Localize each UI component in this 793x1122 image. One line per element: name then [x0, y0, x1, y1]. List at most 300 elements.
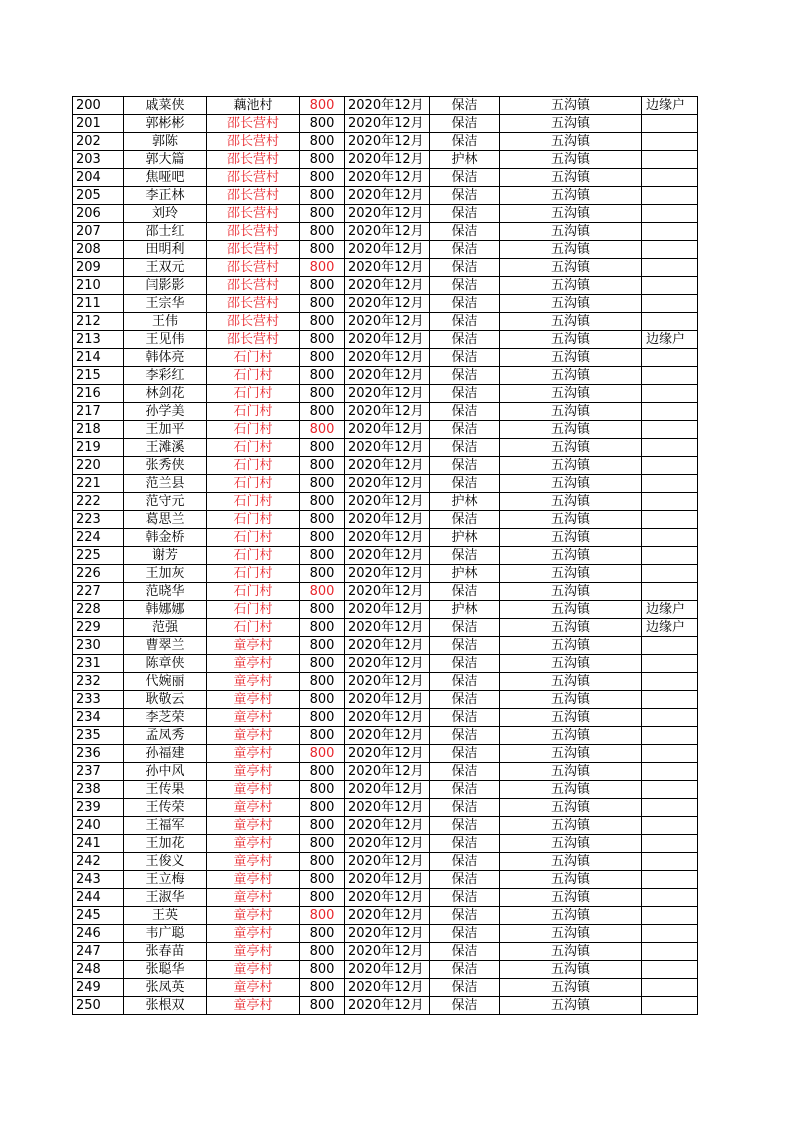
cell-town[interactable]: 五沟镇 — [500, 727, 642, 745]
cell-person-name[interactable]: 孙学美 — [124, 403, 207, 421]
cell-town[interactable]: 五沟镇 — [500, 547, 642, 565]
cell-amount[interactable]: 800 — [300, 133, 345, 151]
cell-amount[interactable]: 800 — [300, 493, 345, 511]
cell-job-type[interactable]: 保洁 — [430, 673, 500, 691]
cell-date[interactable]: 2020年12月 — [345, 439, 430, 457]
cell-village[interactable]: 石门村 — [207, 421, 300, 439]
cell-note[interactable] — [642, 169, 698, 187]
cell-note[interactable] — [642, 835, 698, 853]
cell-town[interactable]: 五沟镇 — [500, 421, 642, 439]
cell-person-name[interactable]: 韩金桥 — [124, 529, 207, 547]
cell-town[interactable]: 五沟镇 — [500, 565, 642, 583]
cell-village[interactable]: 石门村 — [207, 367, 300, 385]
cell-amount[interactable]: 800 — [300, 349, 345, 367]
cell-row-number[interactable]: 211 — [73, 295, 124, 313]
cell-job-type[interactable]: 保洁 — [430, 709, 500, 727]
cell-amount[interactable]: 800 — [300, 799, 345, 817]
cell-village[interactable]: 童亭村 — [207, 853, 300, 871]
cell-note[interactable] — [642, 277, 698, 295]
cell-amount[interactable]: 800 — [300, 547, 345, 565]
cell-village[interactable]: 童亭村 — [207, 781, 300, 799]
cell-job-type[interactable]: 保洁 — [430, 403, 500, 421]
cell-town[interactable]: 五沟镇 — [500, 385, 642, 403]
cell-person-name[interactable]: 李正林 — [124, 187, 207, 205]
cell-town[interactable]: 五沟镇 — [500, 889, 642, 907]
cell-row-number[interactable]: 242 — [73, 853, 124, 871]
cell-village[interactable]: 石门村 — [207, 619, 300, 637]
cell-village[interactable]: 邵长营村 — [207, 313, 300, 331]
cell-town[interactable]: 五沟镇 — [500, 241, 642, 259]
cell-row-number[interactable]: 205 — [73, 187, 124, 205]
cell-town[interactable]: 五沟镇 — [500, 493, 642, 511]
cell-date[interactable]: 2020年12月 — [345, 133, 430, 151]
cell-job-type[interactable]: 保洁 — [430, 511, 500, 529]
cell-village[interactable]: 童亭村 — [207, 979, 300, 997]
cell-amount[interactable]: 800 — [300, 259, 345, 277]
cell-amount[interactable]: 800 — [300, 835, 345, 853]
cell-town[interactable]: 五沟镇 — [500, 979, 642, 997]
cell-job-type[interactable]: 保洁 — [430, 637, 500, 655]
cell-note[interactable] — [642, 817, 698, 835]
cell-amount[interactable]: 800 — [300, 97, 345, 115]
cell-row-number[interactable]: 217 — [73, 403, 124, 421]
cell-village[interactable]: 童亭村 — [207, 889, 300, 907]
cell-date[interactable]: 2020年12月 — [345, 511, 430, 529]
cell-row-number[interactable]: 210 — [73, 277, 124, 295]
cell-amount[interactable]: 800 — [300, 331, 345, 349]
cell-date[interactable]: 2020年12月 — [345, 295, 430, 313]
cell-amount[interactable]: 800 — [300, 943, 345, 961]
cell-job-type[interactable]: 保洁 — [430, 799, 500, 817]
cell-row-number[interactable]: 221 — [73, 475, 124, 493]
cell-person-name[interactable]: 曹翠兰 — [124, 637, 207, 655]
cell-amount[interactable]: 800 — [300, 367, 345, 385]
cell-village[interactable]: 童亭村 — [207, 691, 300, 709]
cell-row-number[interactable]: 208 — [73, 241, 124, 259]
cell-row-number[interactable]: 238 — [73, 781, 124, 799]
cell-row-number[interactable]: 213 — [73, 331, 124, 349]
cell-person-name[interactable]: 王宗华 — [124, 295, 207, 313]
cell-town[interactable]: 五沟镇 — [500, 169, 642, 187]
cell-amount[interactable]: 800 — [300, 763, 345, 781]
cell-town[interactable]: 五沟镇 — [500, 943, 642, 961]
cell-date[interactable]: 2020年12月 — [345, 529, 430, 547]
cell-job-type[interactable]: 保洁 — [430, 457, 500, 475]
cell-row-number[interactable]: 219 — [73, 439, 124, 457]
cell-note[interactable] — [642, 673, 698, 691]
cell-row-number[interactable]: 234 — [73, 709, 124, 727]
cell-person-name[interactable]: 范守元 — [124, 493, 207, 511]
cell-person-name[interactable]: 孙中风 — [124, 763, 207, 781]
cell-town[interactable]: 五沟镇 — [500, 295, 642, 313]
cell-town[interactable]: 五沟镇 — [500, 853, 642, 871]
cell-date[interactable]: 2020年12月 — [345, 745, 430, 763]
cell-job-type[interactable]: 保洁 — [430, 745, 500, 763]
cell-note[interactable] — [642, 637, 698, 655]
cell-person-name[interactable]: 张秀侠 — [124, 457, 207, 475]
cell-date[interactable]: 2020年12月 — [345, 799, 430, 817]
cell-village[interactable]: 石门村 — [207, 349, 300, 367]
cell-person-name[interactable]: 孙福建 — [124, 745, 207, 763]
cell-date[interactable]: 2020年12月 — [345, 763, 430, 781]
cell-job-type[interactable]: 保洁 — [430, 439, 500, 457]
cell-job-type[interactable]: 保洁 — [430, 295, 500, 313]
cell-person-name[interactable]: 谢芳 — [124, 547, 207, 565]
cell-village[interactable]: 石门村 — [207, 457, 300, 475]
cell-job-type[interactable]: 护林 — [430, 529, 500, 547]
cell-village[interactable]: 童亭村 — [207, 709, 300, 727]
cell-person-name[interactable]: 葛思兰 — [124, 511, 207, 529]
cell-town[interactable]: 五沟镇 — [500, 763, 642, 781]
cell-row-number[interactable]: 209 — [73, 259, 124, 277]
cell-town[interactable]: 五沟镇 — [500, 835, 642, 853]
cell-amount[interactable]: 800 — [300, 781, 345, 799]
cell-note[interactable]: 边缘户 — [642, 601, 698, 619]
cell-job-type[interactable]: 保洁 — [430, 385, 500, 403]
cell-date[interactable]: 2020年12月 — [345, 673, 430, 691]
cell-village[interactable]: 童亭村 — [207, 763, 300, 781]
cell-town[interactable]: 五沟镇 — [500, 673, 642, 691]
cell-date[interactable]: 2020年12月 — [345, 259, 430, 277]
cell-note[interactable] — [642, 439, 698, 457]
cell-date[interactable]: 2020年12月 — [345, 457, 430, 475]
cell-row-number[interactable]: 204 — [73, 169, 124, 187]
cell-date[interactable]: 2020年12月 — [345, 241, 430, 259]
cell-job-type[interactable]: 护林 — [430, 601, 500, 619]
cell-village[interactable]: 石门村 — [207, 547, 300, 565]
cell-date[interactable]: 2020年12月 — [345, 655, 430, 673]
cell-date[interactable]: 2020年12月 — [345, 367, 430, 385]
cell-note[interactable] — [642, 799, 698, 817]
cell-job-type[interactable]: 保洁 — [430, 547, 500, 565]
cell-village[interactable]: 邵长营村 — [207, 133, 300, 151]
cell-date[interactable]: 2020年12月 — [345, 727, 430, 745]
cell-date[interactable]: 2020年12月 — [345, 907, 430, 925]
cell-village[interactable]: 邵长营村 — [207, 259, 300, 277]
cell-person-name[interactable]: 王英 — [124, 907, 207, 925]
cell-person-name[interactable]: 张春苗 — [124, 943, 207, 961]
cell-village[interactable]: 邵长营村 — [207, 295, 300, 313]
cell-amount[interactable]: 800 — [300, 511, 345, 529]
cell-amount[interactable]: 800 — [300, 313, 345, 331]
cell-person-name[interactable]: 王加灰 — [124, 565, 207, 583]
cell-town[interactable]: 五沟镇 — [500, 439, 642, 457]
cell-job-type[interactable]: 保洁 — [430, 727, 500, 745]
cell-town[interactable]: 五沟镇 — [500, 799, 642, 817]
cell-note[interactable] — [642, 295, 698, 313]
cell-person-name[interactable]: 王传荣 — [124, 799, 207, 817]
cell-amount[interactable]: 800 — [300, 619, 345, 637]
cell-person-name[interactable]: 张根双 — [124, 997, 207, 1015]
cell-amount[interactable]: 800 — [300, 439, 345, 457]
cell-row-number[interactable]: 226 — [73, 565, 124, 583]
cell-date[interactable]: 2020年12月 — [345, 205, 430, 223]
cell-village[interactable]: 邵长营村 — [207, 241, 300, 259]
cell-amount[interactable]: 800 — [300, 169, 345, 187]
cell-row-number[interactable]: 215 — [73, 367, 124, 385]
cell-note[interactable] — [642, 727, 698, 745]
cell-row-number[interactable]: 249 — [73, 979, 124, 997]
cell-person-name[interactable]: 孟凤秀 — [124, 727, 207, 745]
cell-amount[interactable]: 800 — [300, 745, 345, 763]
cell-row-number[interactable]: 224 — [73, 529, 124, 547]
cell-date[interactable]: 2020年12月 — [345, 331, 430, 349]
cell-note[interactable]: 边缘户 — [642, 97, 698, 115]
cell-town[interactable]: 五沟镇 — [500, 529, 642, 547]
cell-town[interactable]: 五沟镇 — [500, 115, 642, 133]
cell-job-type[interactable]: 保洁 — [430, 835, 500, 853]
cell-job-type[interactable]: 保洁 — [430, 313, 500, 331]
cell-row-number[interactable]: 228 — [73, 601, 124, 619]
cell-amount[interactable]: 800 — [300, 997, 345, 1015]
cell-job-type[interactable]: 护林 — [430, 493, 500, 511]
cell-date[interactable]: 2020年12月 — [345, 925, 430, 943]
cell-town[interactable]: 五沟镇 — [500, 367, 642, 385]
cell-amount[interactable]: 800 — [300, 241, 345, 259]
cell-amount[interactable]: 800 — [300, 421, 345, 439]
cell-town[interactable]: 五沟镇 — [500, 313, 642, 331]
cell-date[interactable]: 2020年12月 — [345, 115, 430, 133]
cell-row-number[interactable]: 212 — [73, 313, 124, 331]
cell-person-name[interactable]: 范晓华 — [124, 583, 207, 601]
cell-village[interactable]: 石门村 — [207, 385, 300, 403]
cell-amount[interactable]: 800 — [300, 655, 345, 673]
cell-person-name[interactable]: 王加花 — [124, 835, 207, 853]
cell-person-name[interactable]: 范兰县 — [124, 475, 207, 493]
cell-row-number[interactable]: 239 — [73, 799, 124, 817]
cell-date[interactable]: 2020年12月 — [345, 385, 430, 403]
cell-town[interactable]: 五沟镇 — [500, 205, 642, 223]
cell-date[interactable]: 2020年12月 — [345, 637, 430, 655]
cell-village[interactable]: 童亭村 — [207, 925, 300, 943]
cell-town[interactable]: 五沟镇 — [500, 997, 642, 1015]
cell-person-name[interactable]: 张凤英 — [124, 979, 207, 997]
cell-job-type[interactable]: 保洁 — [430, 97, 500, 115]
cell-village[interactable]: 童亭村 — [207, 871, 300, 889]
cell-amount[interactable]: 800 — [300, 709, 345, 727]
cell-date[interactable]: 2020年12月 — [345, 151, 430, 169]
cell-note[interactable] — [642, 493, 698, 511]
cell-person-name[interactable]: 郭陈 — [124, 133, 207, 151]
cell-person-name[interactable]: 郭彬彬 — [124, 115, 207, 133]
cell-person-name[interactable]: 王见伟 — [124, 331, 207, 349]
cell-row-number[interactable]: 223 — [73, 511, 124, 529]
cell-row-number[interactable]: 235 — [73, 727, 124, 745]
cell-note[interactable] — [642, 691, 698, 709]
cell-date[interactable]: 2020年12月 — [345, 493, 430, 511]
cell-village[interactable]: 邵长营村 — [207, 277, 300, 295]
cell-town[interactable]: 五沟镇 — [500, 619, 642, 637]
cell-person-name[interactable]: 王福军 — [124, 817, 207, 835]
cell-note[interactable] — [642, 151, 698, 169]
cell-row-number[interactable]: 247 — [73, 943, 124, 961]
cell-job-type[interactable]: 保洁 — [430, 763, 500, 781]
cell-village[interactable]: 邵长营村 — [207, 115, 300, 133]
cell-town[interactable]: 五沟镇 — [500, 331, 642, 349]
cell-person-name[interactable]: 林剑花 — [124, 385, 207, 403]
cell-amount[interactable]: 800 — [300, 277, 345, 295]
cell-amount[interactable]: 800 — [300, 457, 345, 475]
cell-note[interactable]: 边缘户 — [642, 331, 698, 349]
cell-note[interactable] — [642, 475, 698, 493]
cell-job-type[interactable]: 护林 — [430, 565, 500, 583]
cell-date[interactable]: 2020年12月 — [345, 421, 430, 439]
cell-row-number[interactable]: 240 — [73, 817, 124, 835]
cell-row-number[interactable]: 241 — [73, 835, 124, 853]
cell-village[interactable]: 童亭村 — [207, 907, 300, 925]
cell-row-number[interactable]: 225 — [73, 547, 124, 565]
cell-person-name[interactable]: 刘玲 — [124, 205, 207, 223]
cell-person-name[interactable]: 焦哑吧 — [124, 169, 207, 187]
cell-town[interactable]: 五沟镇 — [500, 511, 642, 529]
cell-row-number[interactable]: 243 — [73, 871, 124, 889]
cell-row-number[interactable]: 244 — [73, 889, 124, 907]
cell-job-type[interactable]: 保洁 — [430, 619, 500, 637]
cell-person-name[interactable]: 邵士红 — [124, 223, 207, 241]
cell-date[interactable]: 2020年12月 — [345, 583, 430, 601]
cell-job-type[interactable]: 保洁 — [430, 277, 500, 295]
cell-row-number[interactable]: 207 — [73, 223, 124, 241]
cell-person-name[interactable]: 王双元 — [124, 259, 207, 277]
cell-job-type[interactable]: 保洁 — [430, 781, 500, 799]
cell-town[interactable]: 五沟镇 — [500, 349, 642, 367]
cell-row-number[interactable]: 233 — [73, 691, 124, 709]
cell-village[interactable]: 石门村 — [207, 475, 300, 493]
cell-amount[interactable]: 800 — [300, 637, 345, 655]
cell-amount[interactable]: 800 — [300, 295, 345, 313]
cell-row-number[interactable]: 250 — [73, 997, 124, 1015]
cell-date[interactable]: 2020年12月 — [345, 817, 430, 835]
cell-town[interactable]: 五沟镇 — [500, 403, 642, 421]
cell-town[interactable]: 五沟镇 — [500, 223, 642, 241]
cell-person-name[interactable]: 郭大篇 — [124, 151, 207, 169]
cell-amount[interactable]: 800 — [300, 583, 345, 601]
cell-job-type[interactable]: 保洁 — [430, 979, 500, 997]
cell-date[interactable]: 2020年12月 — [345, 691, 430, 709]
cell-person-name[interactable]: 李芝荣 — [124, 709, 207, 727]
cell-note[interactable] — [642, 529, 698, 547]
cell-village[interactable]: 石门村 — [207, 439, 300, 457]
cell-row-number[interactable]: 246 — [73, 925, 124, 943]
cell-note[interactable] — [642, 187, 698, 205]
cell-date[interactable]: 2020年12月 — [345, 871, 430, 889]
cell-job-type[interactable]: 保洁 — [430, 853, 500, 871]
cell-job-type[interactable]: 保洁 — [430, 871, 500, 889]
cell-town[interactable]: 五沟镇 — [500, 277, 642, 295]
cell-village[interactable]: 邵长营村 — [207, 223, 300, 241]
cell-amount[interactable]: 800 — [300, 529, 345, 547]
cell-village[interactable]: 石门村 — [207, 511, 300, 529]
cell-amount[interactable]: 800 — [300, 925, 345, 943]
cell-amount[interactable]: 800 — [300, 727, 345, 745]
cell-person-name[interactable]: 闫影影 — [124, 277, 207, 295]
cell-row-number[interactable]: 230 — [73, 637, 124, 655]
cell-row-number[interactable]: 222 — [73, 493, 124, 511]
cell-town[interactable]: 五沟镇 — [500, 97, 642, 115]
cell-job-type[interactable]: 保洁 — [430, 259, 500, 277]
cell-note[interactable] — [642, 943, 698, 961]
cell-amount[interactable]: 800 — [300, 565, 345, 583]
cell-village[interactable]: 石门村 — [207, 493, 300, 511]
cell-note[interactable] — [642, 403, 698, 421]
cell-town[interactable]: 五沟镇 — [500, 925, 642, 943]
cell-person-name[interactable]: 代婉丽 — [124, 673, 207, 691]
cell-date[interactable]: 2020年12月 — [345, 475, 430, 493]
cell-date[interactable]: 2020年12月 — [345, 223, 430, 241]
cell-date[interactable]: 2020年12月 — [345, 961, 430, 979]
cell-note[interactable] — [642, 979, 698, 997]
cell-row-number[interactable]: 245 — [73, 907, 124, 925]
cell-note[interactable] — [642, 421, 698, 439]
cell-town[interactable]: 五沟镇 — [500, 457, 642, 475]
cell-person-name[interactable]: 韦广聪 — [124, 925, 207, 943]
cell-job-type[interactable]: 保洁 — [430, 583, 500, 601]
cell-person-name[interactable]: 耿敬云 — [124, 691, 207, 709]
cell-village[interactable]: 石门村 — [207, 529, 300, 547]
cell-job-type[interactable]: 保洁 — [430, 691, 500, 709]
cell-note[interactable] — [642, 745, 698, 763]
cell-town[interactable]: 五沟镇 — [500, 907, 642, 925]
cell-amount[interactable]: 800 — [300, 871, 345, 889]
cell-date[interactable]: 2020年12月 — [345, 97, 430, 115]
cell-village[interactable]: 童亭村 — [207, 799, 300, 817]
cell-town[interactable]: 五沟镇 — [500, 637, 642, 655]
cell-job-type[interactable]: 保洁 — [430, 889, 500, 907]
cell-town[interactable]: 五沟镇 — [500, 961, 642, 979]
cell-village[interactable]: 童亭村 — [207, 655, 300, 673]
cell-village[interactable]: 童亭村 — [207, 637, 300, 655]
cell-person-name[interactable]: 范强 — [124, 619, 207, 637]
cell-village[interactable]: 邵长营村 — [207, 331, 300, 349]
cell-person-name[interactable]: 李彩红 — [124, 367, 207, 385]
cell-town[interactable]: 五沟镇 — [500, 475, 642, 493]
cell-job-type[interactable]: 保洁 — [430, 907, 500, 925]
cell-note[interactable] — [642, 367, 698, 385]
cell-village[interactable]: 童亭村 — [207, 745, 300, 763]
cell-date[interactable]: 2020年12月 — [345, 997, 430, 1015]
cell-job-type[interactable]: 保洁 — [430, 187, 500, 205]
cell-note[interactable] — [642, 907, 698, 925]
cell-town[interactable]: 五沟镇 — [500, 655, 642, 673]
cell-note[interactable] — [642, 385, 698, 403]
cell-amount[interactable]: 800 — [300, 961, 345, 979]
cell-amount[interactable]: 800 — [300, 889, 345, 907]
cell-note[interactable] — [642, 763, 698, 781]
cell-row-number[interactable]: 236 — [73, 745, 124, 763]
cell-note[interactable] — [642, 853, 698, 871]
cell-village[interactable]: 童亭村 — [207, 817, 300, 835]
cell-person-name[interactable]: 王淑华 — [124, 889, 207, 907]
cell-date[interactable]: 2020年12月 — [345, 781, 430, 799]
cell-job-type[interactable]: 保洁 — [430, 655, 500, 673]
cell-town[interactable]: 五沟镇 — [500, 817, 642, 835]
cell-person-name[interactable]: 韩娜娜 — [124, 601, 207, 619]
cell-note[interactable] — [642, 457, 698, 475]
cell-amount[interactable]: 800 — [300, 691, 345, 709]
cell-date[interactable]: 2020年12月 — [345, 853, 430, 871]
cell-village[interactable]: 邵长营村 — [207, 205, 300, 223]
cell-village[interactable]: 童亭村 — [207, 835, 300, 853]
cell-note[interactable] — [642, 547, 698, 565]
cell-row-number[interactable]: 200 — [73, 97, 124, 115]
cell-date[interactable]: 2020年12月 — [345, 565, 430, 583]
cell-town[interactable]: 五沟镇 — [500, 691, 642, 709]
cell-village[interactable]: 邵长营村 — [207, 169, 300, 187]
cell-job-type[interactable]: 保洁 — [430, 205, 500, 223]
cell-person-name[interactable]: 王伟 — [124, 313, 207, 331]
cell-village[interactable]: 童亭村 — [207, 961, 300, 979]
cell-date[interactable]: 2020年12月 — [345, 943, 430, 961]
